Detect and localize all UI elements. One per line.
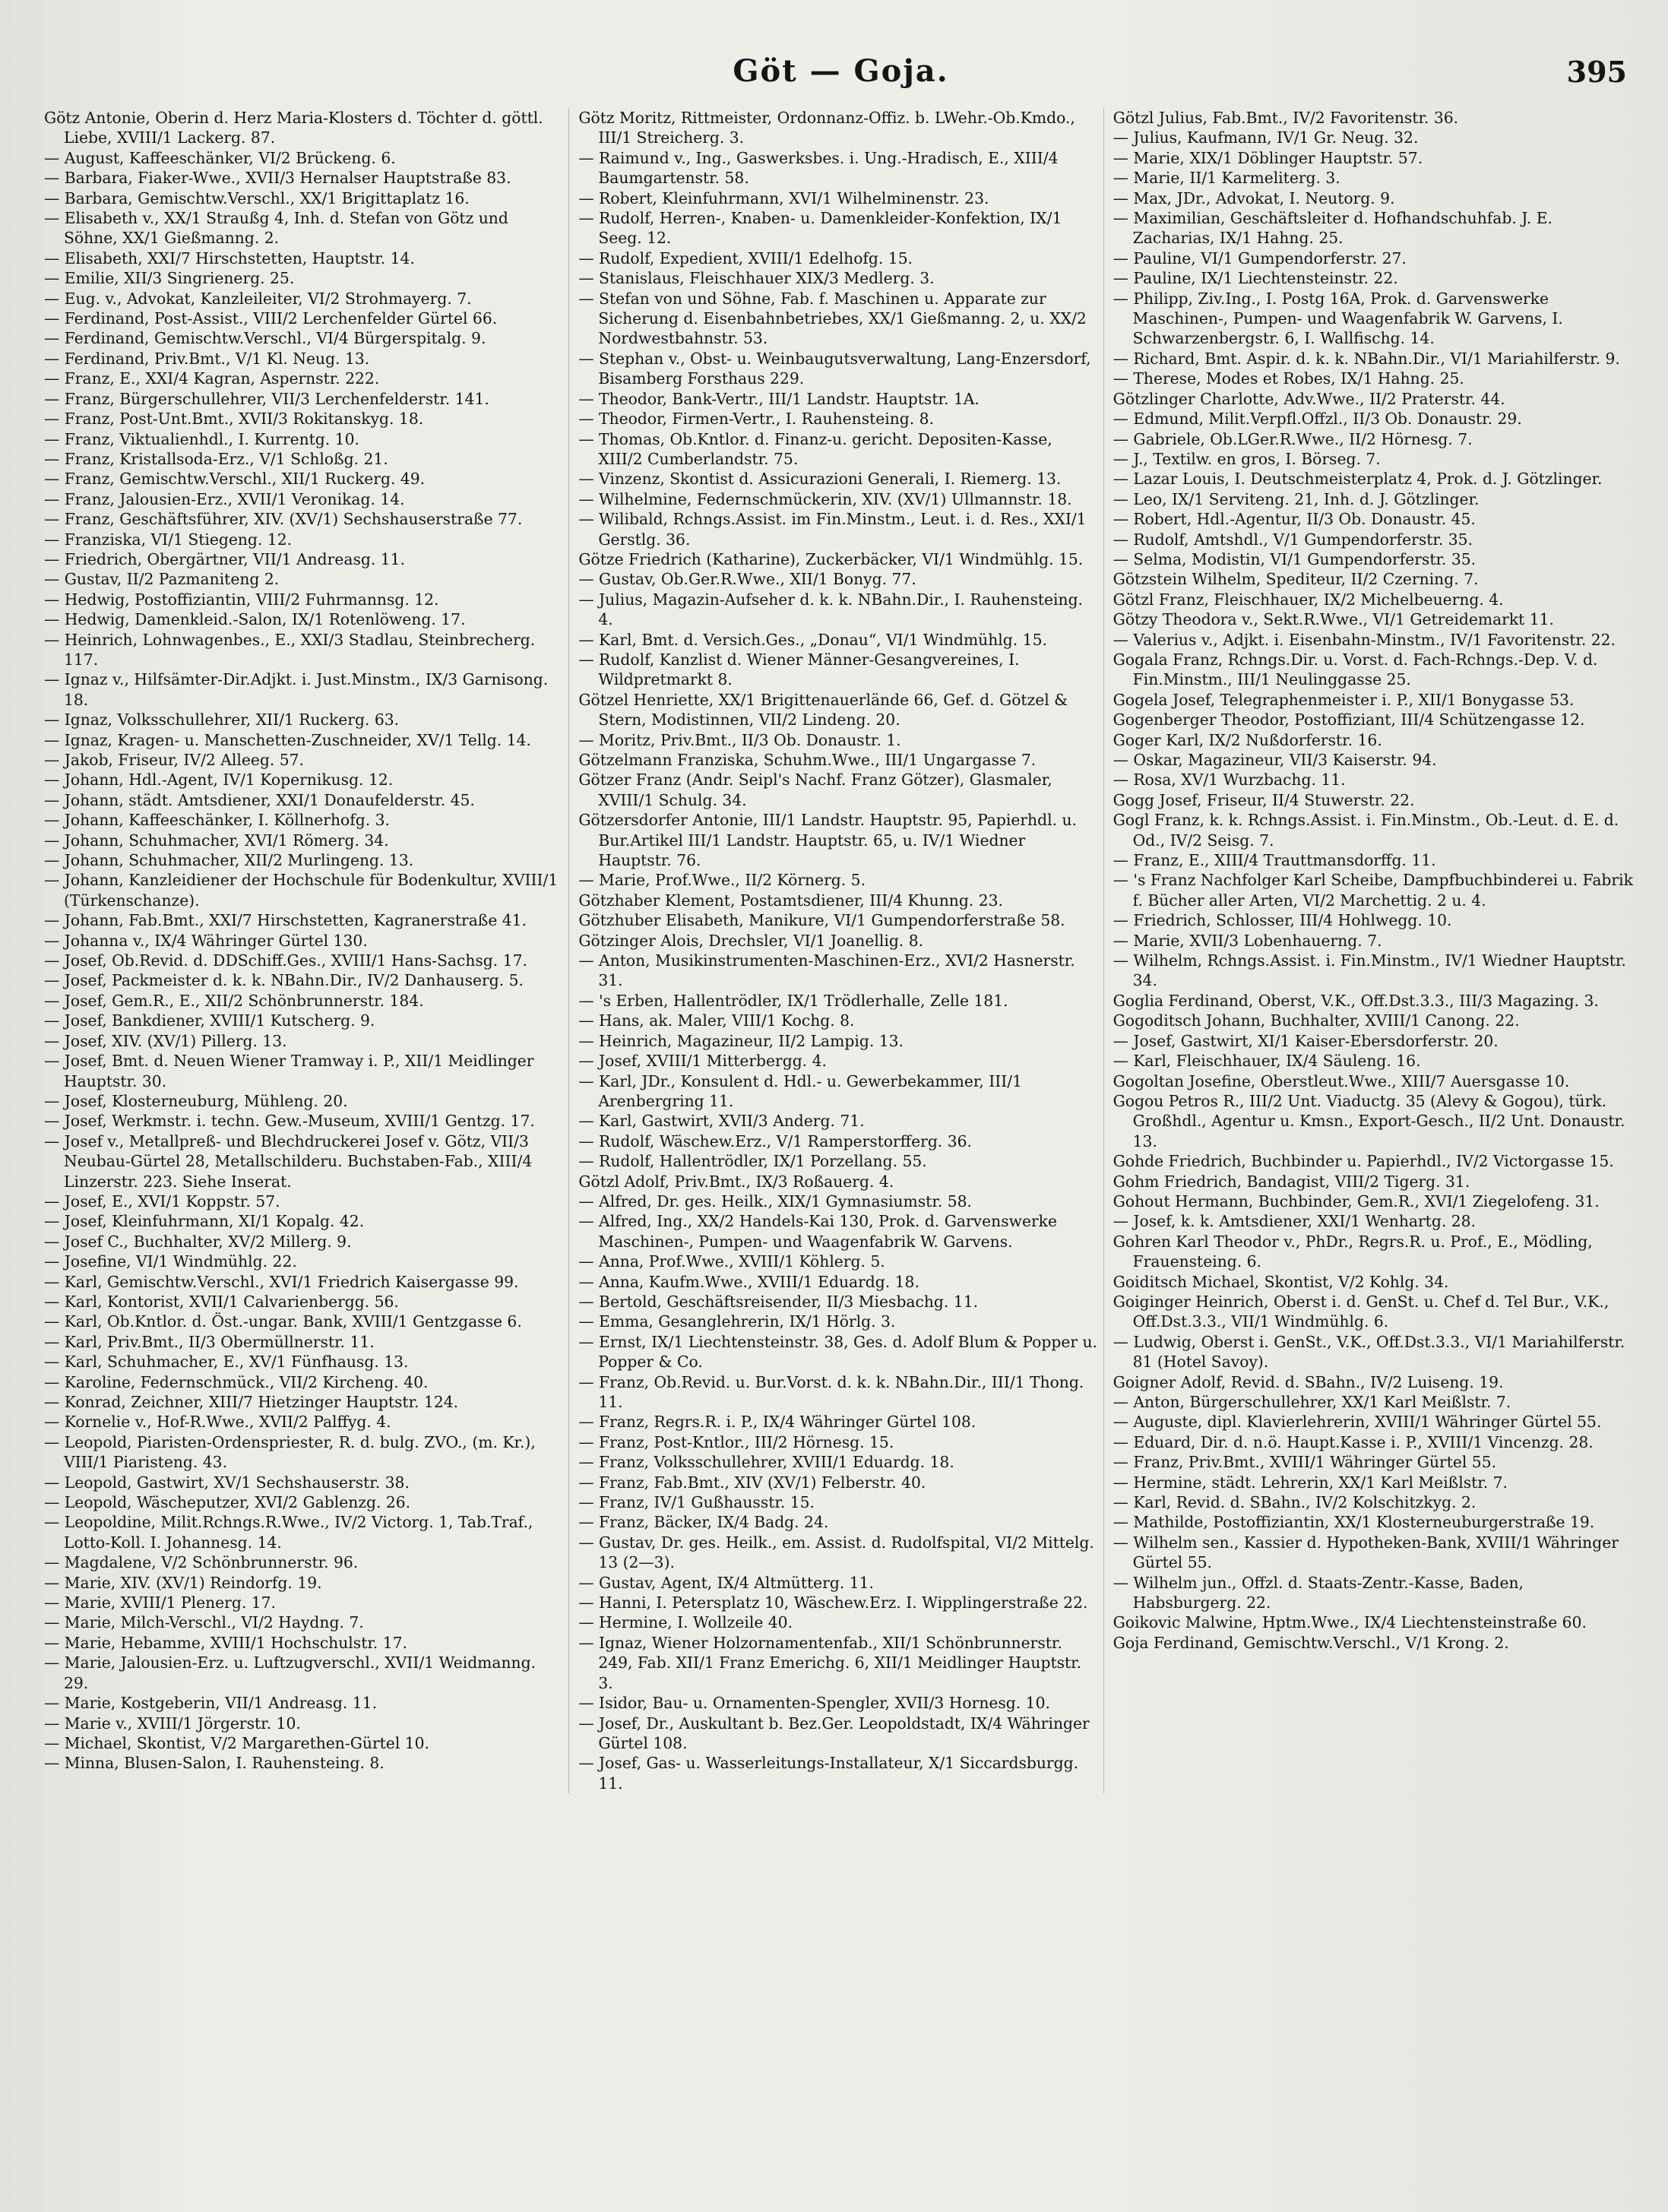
directory-entry: Götz Moritz, Rittmeister, Ordonnanz-Offiz. b. LWehr.-Ob.Kmdo., III/1 Streicherg. 3.	[578, 109, 1075, 147]
directory-entry: — Anna, Prof.Wwe., XVIII/1 Köhlerg. 5.	[578, 1252, 885, 1271]
directory-entry: Gogala Franz, Rchngs.Dir. u. Vorst. d. Fach-Rchngs.-Dep. V. d. Fin.Minstm., III/1 Neulinggasse 25.	[1113, 650, 1598, 689]
directory-entry: — Josef v., Metallpreß- und Blechdruckerei Josef v. Götz, VII/3 Neubau-Gürtel 28, Metallschilderu. Buchstaben-Fab., XIII/4 Linzerstr. 223. Siehe Inserat.	[44, 1131, 533, 1191]
directory-entry: Götz Antonie, Oberin d. Herz Maria-Klosters d. Töchter d. göttl. Liebe, XVIII/1 Lackerg. 87.	[44, 109, 543, 147]
directory-entry: — Stefan von und Söhne, Fab. f. Maschinen u. Apparate zur Sicherung d. Eisenbahnbetriebes, XX/1 Gießmanng. 2, u. XX/2 Nordwestbahnstr. 53.	[578, 289, 1087, 348]
directory-entry: — Anna, Kaufm.Wwe., XVIII/1 Eduardg. 18.	[578, 1272, 919, 1291]
directory-entry: — Stephan v., Obst- u. Weinbaugutsverwaltung, Lang-Enzersdorf, Bisamberg Forsthaus 229.	[578, 349, 1091, 388]
directory-entry: — Josef, Ob.Revid. d. DDSchiff.Ges., XVIII/1 Hans-Sachsg. 17.	[44, 951, 527, 970]
directory-entry: — Mathilde, Postoffiziantin, XX/1 Klosterneuburgerstraße 19.	[1113, 1513, 1595, 1532]
directory-entry: — Heinrich, Magazineur, II/2 Lampig. 13.	[578, 1031, 904, 1050]
directory-entry: Götzy Theodora v., Sekt.R.Wwe., VI/1 Getreidemarkt 11.	[1113, 610, 1554, 629]
directory-entry: — Minna, Blusen-Salon, I. Rauhensteing. 8.	[44, 1754, 385, 1773]
directory-entry: — August, Kaffeeschänker, VI/2 Brückeng. 6.	[44, 148, 396, 167]
directory-entry: — Marie, XIV. (XV/1) Reindorfg. 19.	[44, 1573, 322, 1592]
directory-entry: Goglia Ferdinand, Oberst, V.K., Off.Dst.3.3., III/3 Magazing. 3.	[1113, 991, 1599, 1010]
directory-entry: — Thomas, Ob.Kntlor. d. Finanz-u. gericht. Depositen-Kasse, XIII/2 Cumberlandstr. 75.	[578, 429, 1052, 468]
directory-entry: — Franz, Geschäftsführer, XIV. (XV/1) Sechshauserstraße 77.	[44, 510, 523, 529]
directory-entry: — Rudolf, Wäschew.Erz., V/1 Ramperstorfferg. 36.	[578, 1131, 972, 1150]
directory-entry: — Franz, IV/1 Gußhausstr. 15.	[578, 1493, 815, 1512]
directory-entry: — Franz, Gemischtw.Verschl., XII/1 Ruckerg. 49.	[44, 470, 426, 489]
directory-entry: — Leopold, Gastwirt, XV/1 Sechshauserstr. 38.	[44, 1473, 410, 1492]
directory-entry: — Friedrich, Obergärtner, VII/1 Andreasg. 11.	[44, 549, 405, 568]
directory-entry: — Marie, Kostgeberin, VII/1 Andreasg. 11.	[44, 1694, 378, 1713]
directory-entry: — Hedwig, Damenkleid.-Salon, IX/1 Rotenlöweng. 17.	[44, 610, 466, 629]
directory-entry: — Franz, Regrs.R. i. P., IX/4 Währinger Gürtel 108.	[578, 1413, 976, 1432]
directory-entry: — Pauline, IX/1 Liechtensteinstr. 22.	[1113, 269, 1398, 288]
directory-entry: — Wilibald, Rchngs.Assist. im Fin.Minstm., Leut. i. d. Res., XXI/1 Gerstlg. 36.	[578, 510, 1087, 549]
directory-entry: — Gabriele, Ob.LGer.R.Wwe., II/2 Hörnesg. 7.	[1113, 429, 1473, 448]
directory-entry: — Josef, Gastwirt, XI/1 Kaiser-Ebersdorferstr. 20.	[1113, 1031, 1499, 1050]
directory-entry: — Marie, XIX/1 Döblinger Hauptstr. 57.	[1113, 148, 1423, 167]
directory-entry: — Auguste, dipl. Klavierlehrerin, XVIII/1 Währinger Gürtel 55.	[1113, 1413, 1602, 1432]
directory-entry: — Franz, Ob.Revid. u. Bur.Vorst. d. k. k. NBahn.Dir., III/1 Thong. 11.	[578, 1372, 1084, 1411]
directory-entry: Gogenberger Theodor, Postoffiziant, III/4 Schützengasse 12.	[1113, 710, 1585, 729]
directory-entry: — Josef, XIV. (XV/1) Pillerg. 13.	[44, 1031, 287, 1050]
directory-entry: — Ferdinand, Priv.Bmt., V/1 Kl. Neug. 13.	[44, 349, 370, 368]
directory-entry: — Johann, Schuhmacher, XVI/1 Römerg. 34.	[44, 831, 389, 850]
directory-entry: Goiditsch Michael, Skontist, V/2 Kohlg. 34.	[1113, 1272, 1449, 1291]
directory-entry: — Franz, Priv.Bmt., XVIII/1 Währinger Gürtel 55.	[1113, 1453, 1497, 1472]
directory-entry: — Konrad, Zeichner, XIII/7 Hietzinger Hauptstr. 124.	[44, 1393, 459, 1411]
directory-entry: — Eug. v., Advokat, Kanzleileiter, VI/2 Strohmayerg. 7.	[44, 289, 472, 308]
directory-entry: — Josef, Werkmstr. i. techn. Gew.-Museum, XVIII/1 Gentzg. 17.	[44, 1112, 535, 1131]
directory-entry: — Karl, JDr., Konsulent d. Hdl.- u. Gewerbekammer, III/1 Arenbergring 11.	[578, 1071, 1023, 1110]
column-3	[1113, 108, 1638, 1793]
column-1	[44, 108, 569, 1793]
directory-entry: Gogou Petros R., III/2 Unt. Viaductg. 35 (Alevy & Gogou), türk. Großhdl., Agentur u. Kmsn., Export-Gesch., II/2 Unt. Donaustr. 13.	[1113, 1091, 1625, 1150]
directory-entry: Götzel Henriette, XX/1 Brigittenauerlände 66, Gef. d. Götzel & Stern, Modistinnen, VII/2 Lindeng. 20.	[578, 690, 1068, 729]
directory-entry: — Gustav, Agent, IX/4 Altmütterg. 11.	[578, 1573, 874, 1592]
directory-entry: — Franz, E., XXI/4 Kagran, Aspernstr. 222.	[44, 369, 380, 388]
directory-entry: — Alfred, Ing., XX/2 Handels-Kai 130, Prok. d. Garvenswerke Maschinen-, Pumpen- und Waagenfabrik W. Garvens.	[578, 1212, 1057, 1251]
directory-entry: — Leopold, Piaristen-Ordenspriester, R. d. bulg. ZVO., (m. Kr.), VIII/1 Piaristeng. 43.	[44, 1432, 536, 1472]
directory-entry: Götzl Franz, Fleischhauer, IX/2 Michelbeuerng. 4.	[1113, 590, 1504, 609]
directory-entry: — Marie, Prof.Wwe., II/2 Körnerg. 5.	[578, 871, 866, 890]
directory-entry: — Hanni, I. Petersplatz 10, Wäschew.Erz. I. Wipplingerstraße 22.	[578, 1593, 1088, 1612]
directory-entry: — Josef C., Buchhalter, XV/2 Millerg. 9.	[44, 1232, 352, 1251]
directory-entry: — Philipp, Ziv.Ing., I. Postg 16A, Prok. d. Garvenswerke Maschinen-, Pumpen- und Waagenfabrik W. Garvens, I. Schwarzenbergstr. 6, I. Wallfischg. 14.	[1113, 289, 1563, 348]
directory-entry: — 's Erben, Hallentrödler, IX/1 Trödlerhalle, Zelle 181.	[578, 991, 1008, 1010]
directory-entry: Goigner Adolf, Revid. d. SBahn., IV/2 Luiseng. 19.	[1113, 1372, 1504, 1391]
directory-entry: — Franz, Bürgerschullehrer, VII/3 Lerchenfelderstr. 141.	[44, 389, 489, 408]
directory-entry: — Karl, Revid. d. SBahn., IV/2 Kolschitzkyg. 2.	[1113, 1493, 1477, 1512]
directory-entry: — Marie v., XVIII/1 Jörgerstr. 10.	[44, 1714, 301, 1733]
directory-entry: — Friedrich, Schlosser, III/4 Hohlwegg. 10.	[1113, 911, 1452, 930]
directory-entry: — 's Franz Nachfolger Karl Scheibe, Dampfbuchbinderei u. Fabrik f. Bücher aller Arten, VI/2 Marchettig. 2 u. 4.	[1113, 871, 1633, 910]
directory-entry: Gogg Josef, Friseur, II/4 Stuwerstr. 22.	[1113, 790, 1415, 809]
directory-entry: — Barbara, Fiaker-Wwe., XVII/3 Hernalser Hauptstraße 83.	[44, 169, 511, 188]
directory-entry: — Josef, Gem.R., E., XII/2 Schönbrunnerstr. 184.	[44, 991, 424, 1010]
directory-entry: Gogoltan Josefine, Oberstleut.Wwe., XIII/7 Auersgasse 10.	[1113, 1071, 1570, 1090]
directory-entry: — Josef, Kleinfuhrmann, XI/1 Kopalg. 42.	[44, 1212, 365, 1231]
page-number: 395	[1566, 55, 1627, 89]
directory-entry: — Rudolf, Amtshdl., V/1 Gumpendorferstr. 35.	[1113, 530, 1473, 549]
directory-entry: — Wilhelmine, Federnschmückerin, XIV. (XV/1) Ullmannstr. 18.	[578, 489, 1072, 508]
directory-entry: — Johann, Fab.Bmt., XXI/7 Hirschstetten, Kagranerstraße 41.	[44, 911, 527, 930]
directory-entry: — Josef, E., XVI/1 Koppstr. 57.	[44, 1191, 280, 1210]
directory-entry: — Franz, Jalousien-Erz., XVII/1 Veronikag. 14.	[44, 489, 405, 508]
directory-entry: Götzersdorfer Antonie, III/1 Landstr. Hauptstr. 95, Papierhdl. u. Bur.Artikel III/1 Landstr. Hauptstr. 65, u. IV/1 Wiedner Hauptstr. 76.	[578, 811, 1077, 870]
directory-entry: Gohm Friedrich, Bandagist, VIII/2 Tigerg. 31.	[1113, 1172, 1470, 1191]
directory-entry: — Karl, Kontorist, XVII/1 Calvarienbergg. 56.	[44, 1292, 399, 1311]
directory-entry: — Gustav, II/2 Pazmaniteng 2.	[44, 570, 280, 589]
directory-entry: — Hermine, I. Wollzeile 40.	[578, 1613, 793, 1632]
directory-entry: — Franz, Fab.Bmt., XIV (XV/1) Felberstr. 40.	[578, 1473, 926, 1492]
directory-entry: — Wilhelm, Rchngs.Assist. i. Fin.Minstm., IV/1 Wiedner Hauptstr. 34.	[1113, 951, 1626, 990]
directory-entry: — Ignaz, Kragen- u. Manschetten-Zuschneider, XV/1 Tellg. 14.	[44, 730, 531, 749]
directory-entry: — Josef, Klosterneuburg, Mühleng. 20.	[44, 1091, 348, 1110]
directory-entry: — Kornelie v., Hof-R.Wwe., XVII/2 Palffyg. 4.	[44, 1413, 391, 1432]
directory-entry: — Franz, Viktualienhdl., I. Kurrentg. 10.	[44, 429, 359, 448]
directory-entry: — Franz, Volksschullehrer, XVIII/1 Eduardg. 18.	[578, 1453, 954, 1472]
directory-entry: — Franziska, VI/1 Stiegeng. 12.	[44, 530, 293, 549]
directory-entry: — Vinzenz, Skontist d. Assicurazioni Generali, I. Riemerg. 13.	[578, 470, 1062, 489]
directory-entry: — Jakob, Friseur, IV/2 Alleeg. 57.	[44, 751, 305, 769]
directory-entry: — Leopold, Wäscheputzer, XVI/2 Gablenzg. 26.	[44, 1493, 411, 1512]
directory-entry: Götzhaber Klement, Postamtsdiener, III/4 Khunng. 23.	[578, 891, 1003, 910]
directory-entry: — Bertold, Geschäftsreisender, II/3 Miesbachg. 11.	[578, 1292, 979, 1311]
directory-entry: — Eduard, Dir. d. n.ö. Haupt.Kasse i. P., XVIII/1 Vincenzg. 28.	[1113, 1432, 1594, 1451]
directory-entry: — Karl, Schuhmacher, E., XV/1 Fünfhausg. 13.	[44, 1353, 409, 1372]
directory-entry: — Ignaz, Volksschullehrer, XII/1 Ruckerg. 63.	[44, 710, 400, 729]
directory-entry: — J., Textilw. en gros, I. Börseg. 7.	[1113, 449, 1381, 468]
directory-entry: Götzl Julius, Fab.Bmt., IV/2 Favoritenstr. 36.	[1113, 109, 1459, 127]
directory-entry: — Magdalene, V/2 Schönbrunnerstr. 96.	[44, 1553, 359, 1572]
page-title: Göt — Goja.	[733, 53, 949, 89]
directory-entry: — Hans, ak. Maler, VIII/1 Kochg. 8.	[578, 1011, 855, 1030]
directory-entry: — Johann, städt. Amtsdiener, XXI/1 Donaufelderstr. 45.	[44, 790, 475, 809]
directory-entry: — Heinrich, Lohnwagenbes., E., XXI/3 Stadlau, Steinbrecherg. 117.	[44, 630, 536, 669]
directory-entry: — Marie, Milch-Verschl., VI/2 Haydng. 7.	[44, 1613, 364, 1632]
directory-entry: — Wilhelm sen., Kassier d. Hypotheken-Bank, XVIII/1 Währinger Gürtel 55.	[1113, 1533, 1619, 1572]
directory-entry: — Julius, Kaufmann, IV/1 Gr. Neug. 32.	[1113, 128, 1419, 147]
directory-entry: — Marie, Hebamme, XVIII/1 Hochschulstr. 17.	[44, 1633, 407, 1652]
directory-entry: Götze Friedrich (Katharine), Zuckerbäcker, VI/1 Windmühlg. 15.	[578, 549, 1084, 568]
directory-entry: Gohren Karl Theodor v., PhDr., Regrs.R. u. Prof., E., Mödling, Frauensteing. 6.	[1113, 1232, 1593, 1271]
directory-entry: — Oskar, Magazineur, VII/3 Kaiserstr. 94.	[1113, 751, 1437, 769]
directory-entry: — Lazar Louis, I. Deutschmeisterplatz 4, Prok. d. J. Götzlinger.	[1113, 470, 1603, 489]
directory-entry: — Hedwig, Postoffiziantin, VIII/2 Fuhrmannsg. 12.	[44, 590, 439, 609]
directory-entry: — Leo, IX/1 Serviteng. 21, Inh. d. J. Götzlinger.	[1113, 489, 1480, 508]
directory-entry: Goiginger Heinrich, Oberst i. d. GenSt. u. Chef d. Tel Bur., V.K., Off.Dst.3.3., VII/1 Windmühlg. 6.	[1113, 1292, 1609, 1331]
directory-entry: — Rudolf, Expedient, XVIII/1 Edelhofg. 15.	[578, 248, 913, 267]
directory-entry: — Wilhelm jun., Offzl. d. Staats-Zentr.-Kasse, Baden, Habsburgerg. 22.	[1113, 1573, 1524, 1612]
directory-entry: — Edmund, Milit.Verpfl.Offzl., II/3 Ob. Donaustr. 29.	[1113, 410, 1522, 429]
directory-entry: — Franz, Post-Unt.Bmt., XVII/3 Rokitanskyg. 18.	[44, 410, 424, 429]
directory-columns	[44, 108, 1638, 1793]
directory-entry: — Johanna v., IX/4 Währinger Gürtel 130.	[44, 931, 368, 950]
directory-entry: — Rudolf, Kanzlist d. Wiener Männer-Gesangvereines, I. Wildpretmarkt 8.	[578, 650, 1020, 689]
directory-entry: — Anton, Bürgerschullehrer, XX/1 Karl Meißlstr. 7.	[1113, 1393, 1511, 1411]
directory-entry: — Johann, Kanzleidiener der Hochschule für Bodenkultur, XVIII/1 (Türkenschanze).	[44, 871, 559, 910]
directory-entry: — Ferdinand, Post-Assist., VIII/2 Lerchenfelder Gürtel 66.	[44, 309, 498, 328]
directory-entry: Götzer Franz (Andr. Seipl's Nachf. Franz Götzer), Glasmaler, XVIII/1 Schulg. 34.	[578, 771, 1052, 809]
directory-entry: Gogoditsch Johann, Buchhalter, XVIII/1 Canong. 22.	[1113, 1011, 1520, 1030]
directory-entry: — Elisabeth, XXI/7 Hirschstetten, Hauptstr. 14.	[44, 248, 415, 267]
directory-entry: Götzelmann Franziska, Schuhm.Wwe., III/1 Ungargasse 7.	[578, 751, 1037, 769]
directory-entry: Gohde Friedrich, Buchbinder u. Papierhdl., IV/2 Victorgasse 15.	[1113, 1152, 1614, 1171]
directory-entry: — Michael, Skontist, V/2 Margarethen-Gürtel 10.	[44, 1733, 430, 1752]
directory-entry: — Isidor, Bau- u. Ornamenten-Spengler, XVII/3 Hornesg. 10.	[578, 1694, 1050, 1713]
page-header	[44, 53, 1638, 108]
directory-entry: Goja Ferdinand, Gemischtw.Verschl., V/1 Krong. 2.	[1113, 1633, 1509, 1652]
directory-entry: — Leopoldine, Milit.Rchngs.R.Wwe., IV/2 Victorg. 1, Tab.Traf., Lotto-Koll. I. Johannesg. 14.	[44, 1513, 533, 1552]
directory-entry: — Ignaz, Wiener Holzornamentenfab., XII/1 Schönbrunnerstr. 249, Fab. XII/1 Franz Emerichg. 6, XII/1 Meidlinger Hauptstr. 3.	[578, 1633, 1082, 1692]
directory-entry: — Elisabeth v., XX/1 Straußg 4, Inh. d. Stefan von Götz und Söhne, XX/1 Gießmanng. 2.	[44, 209, 508, 248]
directory-entry: — Theodor, Firmen-Vertr., I. Rauhensteing. 8.	[578, 410, 935, 429]
directory-entry: Götzl Adolf, Priv.Bmt., IX/3 Roßauerg. 4.	[578, 1172, 894, 1191]
directory-entry: — Rudolf, Hallentrödler, IX/1 Porzellang. 55.	[578, 1152, 927, 1171]
directory-entry: — Johann, Hdl.-Agent, IV/1 Kopernikusg. 12.	[44, 771, 394, 790]
directory-entry: — Franz, Kristallsoda-Erz., V/1 Schloßg. 21.	[44, 449, 388, 468]
directory-entry: — Raimund v., Ing., Gaswerksbes. i. Ung.-Hradisch, E., XIII/4 Baumgartenstr. 58.	[578, 148, 1059, 188]
directory-entry: Götzhuber Elisabeth, Manikure, VI/1 Gumpendorferstraße 58.	[578, 911, 1065, 930]
directory-entry: — Karl, Fleischhauer, IX/4 Säuleng. 16.	[1113, 1052, 1421, 1071]
directory-entry: — Karl, Gemischtw.Verschl., XVI/1 Friedrich Kaisergasse 99.	[44, 1272, 519, 1291]
directory-entry: — Ignaz v., Hilfsämter-Dir.Adjkt. i. Just.Minstm., IX/3 Garnisong. 18.	[44, 670, 549, 709]
directory-entry: — Ludwig, Oberst i. GenSt., V.K., Off.Dst.3.3., VI/1 Mariahilferstr. 81 (Hotel Savoy).	[1113, 1332, 1625, 1372]
directory-entry: — Josef, Bankdiener, XVIII/1 Kutscherg. 9.	[44, 1011, 375, 1030]
directory-entry: — Emilie, XII/3 Singrienerg. 25.	[44, 269, 295, 288]
directory-entry: — Maximilian, Geschäftsleiter d. Hofhandschuhfab. J. E. Zacharias, IX/1 Hahng. 25.	[1113, 209, 1552, 248]
directory-entry: — Josef, Bmt. d. Neuen Wiener Tramway i. P., XII/1 Meidlinger Hauptstr. 30.	[44, 1052, 534, 1090]
directory-entry: — Robert, Kleinfuhrmann, XVI/1 Wilhelminenstr. 23.	[578, 188, 989, 207]
directory-entry: — Max, JDr., Advokat, I. Neutorg. 9.	[1113, 188, 1395, 207]
directory-entry: — Ernst, IX/1 Liechtensteinstr. 38, Ges. d. Adolf Blum & Popper u. Popper & Co.	[578, 1332, 1097, 1372]
directory-entry: Gogela Josef, Telegraphenmeister i. P., XII/1 Bonygasse 53.	[1113, 690, 1575, 709]
directory-entry: — Johann, Kaffeeschänker, I. Köllnerhofg. 3.	[44, 811, 390, 830]
directory-entry: — Johann, Schuhmacher, XII/2 Murlingeng. 13.	[44, 851, 414, 870]
directory-entry: — Barbara, Gemischtw.Verschl., XX/1 Brigittaplatz 16.	[44, 188, 470, 207]
directory-entry: — Selma, Modistin, VI/1 Gumpendorferstr. 35.	[1113, 549, 1477, 568]
directory-entry: — Moritz, Priv.Bmt., II/3 Ob. Donaustr. 1.	[578, 730, 901, 749]
directory-entry: — Gustav, Ob.Ger.R.Wwe., XII/1 Bonyg. 77.	[578, 570, 916, 589]
directory-entry: — Josef, Gas- u. Wasserleitungs-Installateur, X/1 Siccardsburgg. 11.	[578, 1754, 1079, 1793]
directory-entry: — Richard, Bmt. Aspir. d. k. k. NBahn.Dir., VI/1 Mariahilferstr. 9.	[1113, 349, 1620, 368]
directory-entry: — Therese, Modes et Robes, IX/1 Hahng. 25.	[1113, 369, 1464, 388]
column-2	[578, 108, 1103, 1793]
directory-entry: Götzstein Wilhelm, Spediteur, II/2 Czerning. 7.	[1113, 570, 1479, 589]
directory-entry: Goikovic Malwine, Hptm.Wwe., IX/4 Liechtensteinstraße 60.	[1113, 1613, 1587, 1632]
directory-entry: — Karoline, Federnschmück., VII/2 Kircheng. 40.	[44, 1372, 429, 1391]
directory-entry: — Josef, k. k. Amtsdiener, XXI/1 Wenhartg. 28.	[1113, 1212, 1476, 1231]
directory-entry: — Karl, Priv.Bmt., II/3 Obermüllnerstr. 11.	[44, 1332, 375, 1351]
directory-entry: — Alfred, Dr. ges. Heilk., XIX/1 Gymnasiumstr. 58.	[578, 1191, 972, 1210]
directory-entry: — Franz, E., XIII/4 Trauttmansdorffg. 11.	[1113, 851, 1436, 870]
directory-entry: — Josef, XVIII/1 Mitterbergg. 4.	[578, 1052, 827, 1071]
directory-entry: Goger Karl, IX/2 Nußdorferstr. 16.	[1113, 730, 1382, 749]
directory-entry: — Karl, Gastwirt, XVII/3 Anderg. 71.	[578, 1112, 865, 1131]
directory-entry: — Julius, Magazin-Aufseher d. k. k. NBahn.Dir., I. Rauhensteing. 4.	[578, 590, 1084, 629]
directory-entry: — Josef, Packmeister d. k. k. NBahn.Dir., IV/2 Danhauserg. 5.	[44, 971, 524, 990]
directory-entry: — Josefine, VI/1 Windmühlg. 22.	[44, 1252, 297, 1271]
directory-entry: — Franz, Bäcker, IX/4 Badg. 24.	[578, 1513, 829, 1532]
directory-entry: — Marie, XVII/3 Lobenhauerng. 7.	[1113, 931, 1382, 950]
directory-entry: — Pauline, VI/1 Gumpendorferstr. 27.	[1113, 248, 1407, 267]
directory-entry: — Marie, Jalousien-Erz. u. Luftzugverschl., XVII/1 Weidmanng. 29.	[44, 1653, 536, 1692]
directory-entry: — Gustav, Dr. ges. Heilk., em. Assist. d. Rudolfspital, VI/2 Mittelg. 13 (2—3).	[578, 1533, 1094, 1572]
directory-entry: — Josef, Dr., Auskultant b. Bez.Ger. Leopoldstadt, IX/4 Währinger Gürtel 108.	[578, 1714, 1090, 1752]
directory-entry: — Marie, XVIII/1 Plenerg. 17.	[44, 1593, 276, 1612]
directory-entry: — Franz, Post-Kntlor., III/2 Hörnesg. 15.	[578, 1432, 894, 1451]
directory-entry: — Karl, Bmt. d. Versich.Ges., „Donau“, VI/1 Windmühlg. 15.	[578, 630, 1047, 649]
directory-entry: Götzlinger Charlotte, Adv.Wwe., II/2 Praterstr. 44.	[1113, 389, 1505, 408]
directory-entry: — Ferdinand, Gemischtw.Verschl., VI/4 Bürgerspitalg. 9.	[44, 329, 486, 348]
directory-entry: Götzinger Alois, Drechsler, VI/1 Joanellig. 8.	[578, 931, 924, 950]
directory-entry: — Theodor, Bank-Vertr., III/1 Landstr. Hauptstr. 1A.	[578, 389, 980, 408]
directory-entry: — Marie, II/1 Karmeliterg. 3.	[1113, 169, 1340, 188]
directory-entry: — Emma, Gesanglehrerin, IX/1 Hörlg. 3.	[578, 1312, 896, 1331]
directory-entry: — Anton, Musikinstrumenten-Maschinen-Erz., XVI/2 Hasnerstr. 31.	[578, 951, 1075, 990]
directory-entry: — Valerius v., Adjkt. i. Eisenbahn-Minstm., IV/1 Favoritenstr. 22.	[1113, 630, 1616, 649]
directory-entry: — Rosa, XV/1 Wurzbachg. 11.	[1113, 771, 1346, 790]
directory-entry: — Karl, Ob.Kntlor. d. Öst.-ungar. Bank, XVIII/1 Gentzgasse 6.	[44, 1312, 522, 1331]
directory-entry: — Robert, Hdl.-Agentur, II/3 Ob. Donaustr. 45.	[1113, 510, 1476, 529]
directory-entry: — Hermine, städt. Lehrerin, XX/1 Karl Meißlstr. 7.	[1113, 1473, 1508, 1492]
directory-entry: — Rudolf, Herren-, Knaben- u. Damenkleider-Konfektion, IX/1 Seeg. 12.	[578, 209, 1062, 248]
directory-entry: Gogl Franz, k. k. Rchngs.Assist. i. Fin.Minstm., Ob.-Leut. d. E. d. Od., IV/2 Seisg. 7.	[1113, 811, 1619, 850]
directory-entry: — Stanislaus, Fleischhauer XIX/3 Medlerg. 3.	[578, 269, 935, 288]
directory-entry: Gohout Hermann, Buchbinder, Gem.R., XVI/1 Ziegelofeng. 31.	[1113, 1191, 1600, 1210]
